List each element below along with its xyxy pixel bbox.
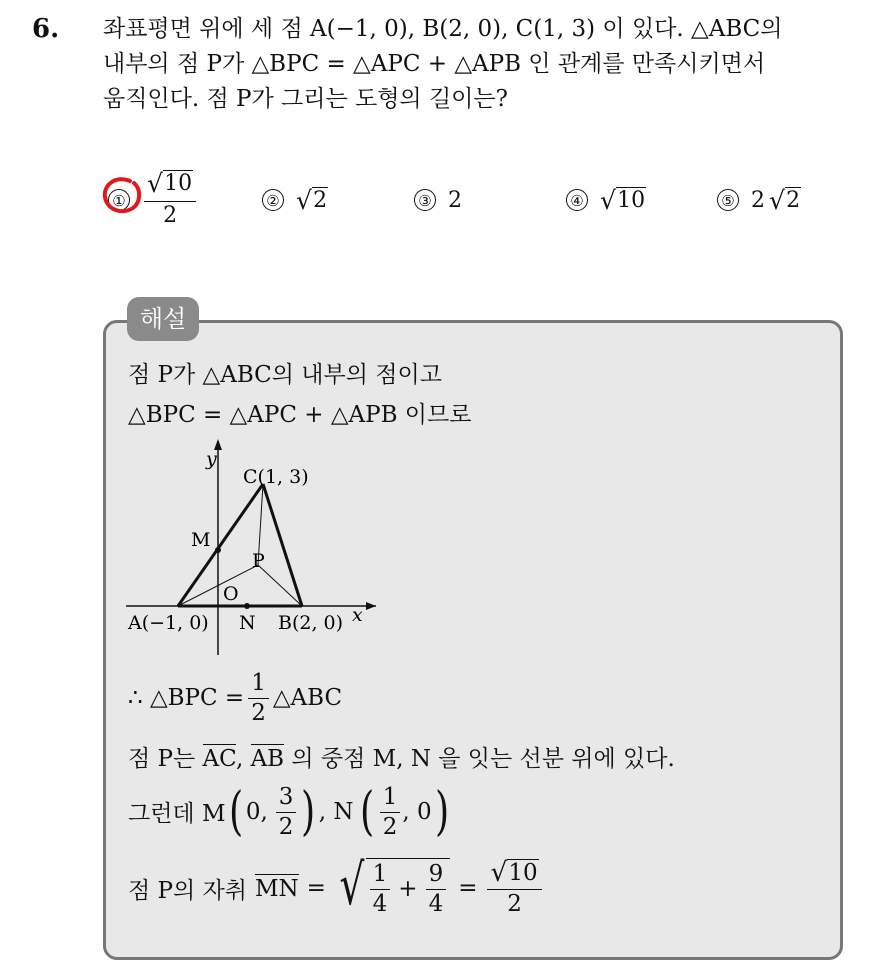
choice-4[interactable]: ④ √ 10 — [566, 170, 646, 230]
label-m: M — [191, 529, 211, 551]
answer-denominator: 2 — [507, 890, 522, 917]
label-c: C(1, 3) — [243, 466, 309, 488]
question-text — [103, 12, 873, 117]
choice-4-radicand: 10 — [617, 187, 646, 213]
solution-badge: 해설 — [127, 297, 199, 341]
solution-line-3 — [128, 668, 342, 727]
n-x-numerator: 1 — [380, 782, 401, 813]
paren-close-m: ) — [301, 781, 316, 842]
f1-numerator: 1 — [370, 859, 391, 890]
solution-line-5 — [128, 782, 452, 841]
choice-5-radicand: 2 — [786, 187, 801, 213]
solution-line-6 — [128, 853, 544, 918]
f1-denominator: 4 — [372, 891, 388, 917]
answer-radicand: 10 — [508, 859, 538, 886]
line3-denominator: 2 — [251, 700, 266, 726]
line6-equals-2: = — [458, 875, 478, 901]
solution-line-4 — [128, 740, 675, 773]
n-y: , 0 — [402, 798, 432, 825]
paren-close-n: ) — [434, 781, 449, 842]
line5-prefix: 그런데 M — [128, 801, 226, 827]
choice-1-number: ① — [108, 189, 130, 211]
paren-open-m: ( — [228, 781, 243, 842]
n-label: , N — [318, 798, 354, 825]
choice-1-fraction: √ 10 2 — [144, 170, 196, 230]
point-m — [215, 547, 221, 553]
line6-equals: = — [306, 875, 326, 901]
m-y-denominator: 2 — [278, 814, 294, 840]
line3-prefix: ∴ △BPC = — [128, 684, 245, 711]
m-y-fraction — [276, 782, 297, 841]
choice-2[interactable]: ② √ 2 — [262, 170, 328, 230]
choice-2-number: ② — [262, 189, 284, 211]
choice-5-coefficient: 2 — [751, 187, 765, 213]
m-y-numerator: 3 — [276, 782, 297, 813]
plus-sign: + — [398, 875, 418, 902]
label-n: N — [239, 612, 256, 634]
line6-prefix: 점 P의 자취 — [128, 877, 247, 904]
question-line-3: 움직인다. 점 P가 그리는 도형의 길이는? — [103, 86, 508, 112]
line3-numerator: 1 — [248, 668, 269, 699]
f2-denominator: 4 — [428, 891, 444, 917]
point-n — [244, 603, 250, 609]
question-line-1: 좌표평면 위에 세 점 A(−1, 0), B(2, 0), C(1, 3) 이 있다. △ABC의 — [103, 16, 783, 42]
label-p: P — [252, 550, 265, 572]
line4-comma: , — [235, 746, 244, 772]
solution-line-2: △BPC = △APC + △APB 이므로 — [128, 402, 472, 428]
choice-1-denominator: 2 — [163, 203, 178, 228]
x-axis-label: x — [352, 604, 363, 626]
segment-mn-label: MN — [254, 876, 299, 902]
fraction-1-4 — [370, 859, 391, 918]
choice-3-value: 2 — [448, 187, 462, 213]
n-x-fraction — [380, 782, 401, 841]
choice-1-radicand: 10 — [164, 171, 193, 196]
x-axis-arrow-icon — [366, 602, 376, 610]
triangle-graph — [118, 435, 398, 660]
question-line-2: 내부의 점 P가 △BPC = △APC + △APB 인 관계를 만족시키면서 — [103, 51, 766, 77]
solution-line-1: 점 P가 △ABC의 내부의 점이고 — [128, 362, 442, 388]
segment-ac-label: AC — [202, 746, 236, 772]
answer-fraction: √ 10 2 — [487, 859, 541, 918]
choice-2-radicand: 2 — [313, 187, 328, 213]
label-b: B(2, 0) — [278, 612, 344, 634]
segment-ab-label: AB — [250, 746, 285, 772]
m-x: 0, — [245, 798, 268, 825]
n-x-denominator: 2 — [382, 814, 398, 840]
sqrt-expression: √ $\frac{1}{4}$ + $\frac{9}{4}$ — [334, 858, 450, 918]
line3-fraction — [248, 668, 269, 727]
line4-prefix: 점 P는 — [128, 746, 196, 772]
choice-3[interactable] — [414, 170, 462, 230]
label-o: O — [223, 583, 239, 605]
choice-5-number: ⑤ — [717, 189, 739, 211]
line4-suffix: 의 중점 M, N 을 잇는 선분 위에 있다. — [291, 746, 675, 772]
paren-open-n: ( — [360, 781, 375, 842]
f2-numerator: 9 — [426, 859, 447, 890]
label-a: A(−1, 0) — [128, 612, 209, 634]
choice-3-number: ③ — [414, 189, 436, 211]
line3-suffix: △ABC — [272, 684, 343, 711]
choice-5[interactable]: ⑤ 2 √ 2 — [717, 170, 801, 230]
choice-4-number: ④ — [566, 189, 588, 211]
fraction-9-4 — [426, 859, 447, 918]
y-axis-label: y — [206, 448, 217, 470]
question-number: 6. — [32, 14, 60, 44]
selected-answer-mark — [100, 175, 144, 217]
